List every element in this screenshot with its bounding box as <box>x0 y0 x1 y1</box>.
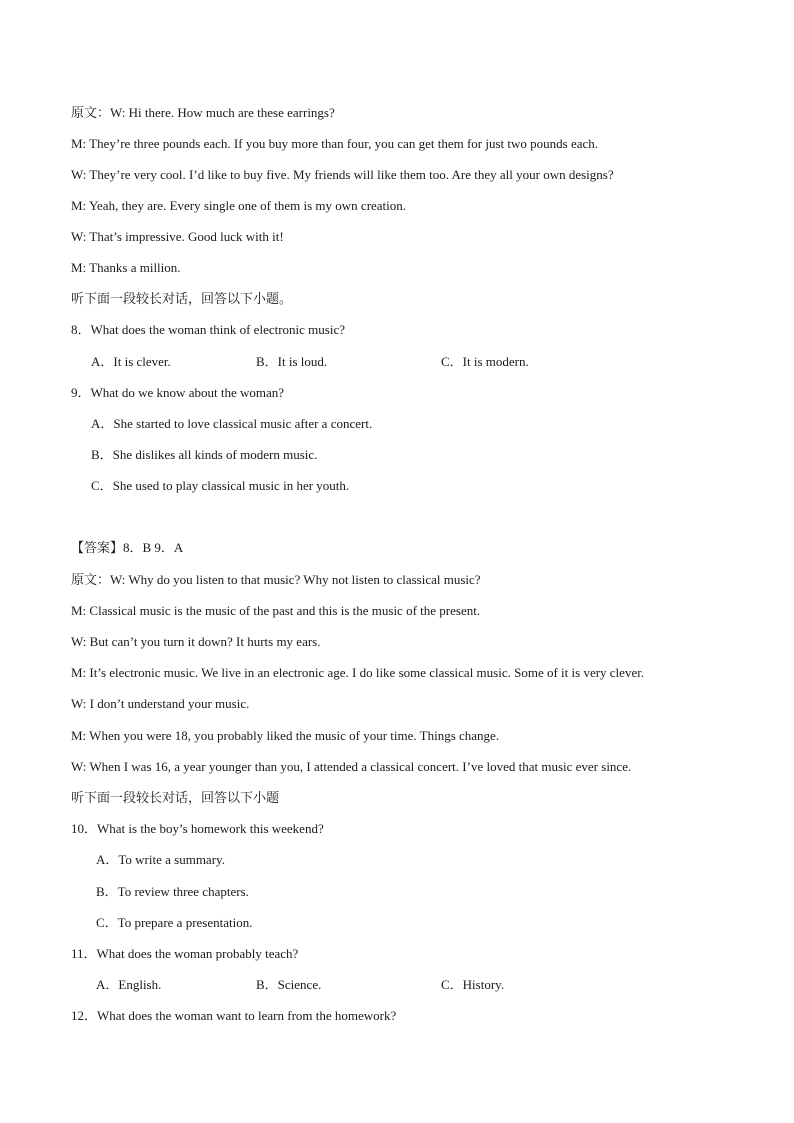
answer-key: 【答案】8．B 9．A <box>71 540 184 555</box>
section-instruction: 听下面一段较长对话，回答以下小题 <box>71 790 280 805</box>
question-stem: 8．What does the woman think of electronic music? <box>71 322 346 337</box>
transcript-line: M: Yeah, they are. Every single one of them is my own creation. <box>71 198 407 213</box>
section-instruction: 听下面一段较长对话，回答以下小题。 <box>71 291 293 306</box>
transcript-line: M: They’re three pounds each. If you buy more than four, you can get them for just two pounds each. <box>71 136 599 151</box>
option-c: C．She used to play classical music in her youth. <box>91 478 350 493</box>
option-c: C．To prepare a presentation. <box>96 915 253 930</box>
transcript-line: W: They’re very cool. I’d like to buy five. My friends will like them too. Are they all your own designs? <box>71 167 614 182</box>
transcript-line: M: Classical music is the music of the past and this is the music of the present. <box>71 603 481 618</box>
question-stem: 12．What does the woman want to learn from the homework? <box>71 1008 397 1023</box>
transcript-line: M: Thanks a million. <box>71 260 181 275</box>
question-stem: 9．What do we know about the woman? <box>71 385 285 400</box>
option-a: A．It is clever. <box>91 354 171 369</box>
transcript-line: M: It’s electronic music. We live in an electronic age. I do like some classical music. Some of it is very clever. <box>71 665 645 680</box>
option-a: A．She started to love classical music after a concert. <box>91 416 373 431</box>
option-b: B．To review three chapters. <box>96 884 249 899</box>
option-b: B．She dislikes all kinds of modern music. <box>91 447 318 462</box>
option-c: C．It is modern. <box>441 354 529 369</box>
transcript-line: 原文：W: Hi there. How much are these earrings? <box>71 105 335 120</box>
transcript-line: M: When you were 18, you probably liked the music of your time. Things change. <box>71 728 500 743</box>
transcript-line: W: When I was 16, a year younger than you, I attended a classical concert. I’ve loved that music ever since. <box>71 759 632 774</box>
question-stem: 11．What does the woman probably teach? <box>71 946 299 961</box>
transcript-line: W: That’s impressive. Good luck with it! <box>71 229 284 244</box>
transcript-line: W: But can’t you turn it down? It hurts my ears. <box>71 634 321 649</box>
question-stem: 10．What is the boy’s homework this weekend? <box>71 821 324 836</box>
option-b: B．Science. <box>256 977 322 992</box>
option-b: B．It is loud. <box>256 354 328 369</box>
transcript-line: 原文：W: Why do you listen to that music? Why not listen to classical music? <box>71 572 481 587</box>
transcript-line: W: I don’t understand your music. <box>71 696 250 711</box>
option-a: A．To write a summary. <box>96 852 225 867</box>
option-c: C．History. <box>441 977 505 992</box>
option-a: A．English. <box>96 977 162 992</box>
